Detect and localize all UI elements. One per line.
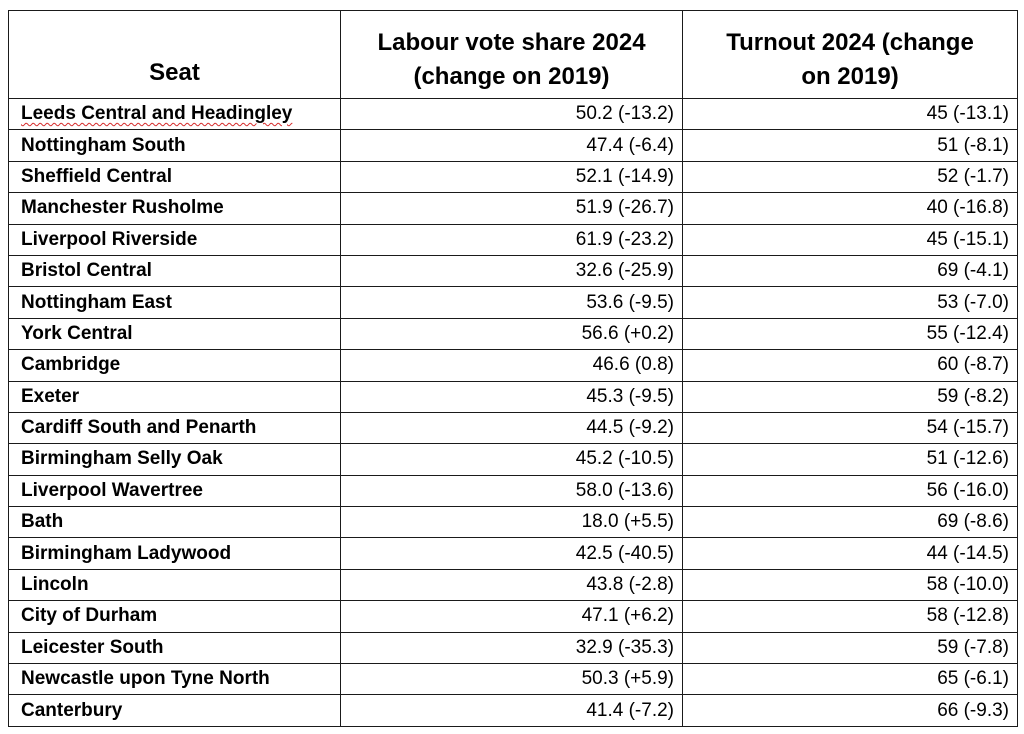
cell-labour-vote-share: 46.6 (0.8) <box>341 350 683 381</box>
cell-turnout: 58 (-10.0) <box>683 569 1018 600</box>
cell-seat <box>9 475 341 506</box>
table-body <box>9 99 1018 727</box>
seat-name: Nottingham East <box>21 291 172 313</box>
cell-seat <box>9 569 341 600</box>
table-row <box>9 255 1018 286</box>
cell-labour-vote-share: 43.8 (-2.8) <box>341 569 683 600</box>
cell-labour-vote-share: 47.1 (+6.2) <box>341 601 683 632</box>
cell-labour-vote-share: 32.9 (-35.3) <box>341 632 683 663</box>
seat-name: Cambridge <box>21 354 121 376</box>
header-turnout-line1: Turnout 2024 (change <box>726 29 974 56</box>
seat-name: Leeds Central and Headingley <box>21 103 293 125</box>
cell-turnout: 40 (-16.8) <box>683 193 1018 224</box>
cell-turnout: 54 (-15.7) <box>683 412 1018 443</box>
cell-seat <box>9 507 341 538</box>
cell-seat <box>9 381 341 412</box>
cell-seat <box>9 695 341 726</box>
header-seat <box>9 11 341 99</box>
table-row <box>9 193 1018 224</box>
cell-turnout: 55 (-12.4) <box>683 318 1018 349</box>
cell-turnout: 69 (-8.6) <box>683 507 1018 538</box>
cell-seat <box>9 318 341 349</box>
table-header <box>9 11 1018 99</box>
table-row <box>9 444 1018 475</box>
table-row <box>9 538 1018 569</box>
cell-seat <box>9 287 341 318</box>
cell-turnout: 51 (-12.6) <box>683 444 1018 475</box>
seat-name: York Central <box>21 322 133 344</box>
cell-seat <box>9 632 341 663</box>
cell-seat <box>9 193 341 224</box>
seat-name: Bath <box>21 511 64 533</box>
cell-labour-vote-share: 51.9 (-26.7) <box>341 193 683 224</box>
cell-turnout: 59 (-7.8) <box>683 632 1018 663</box>
seat-name: Exeter <box>21 385 80 407</box>
cell-seat <box>9 130 341 161</box>
table-row <box>9 350 1018 381</box>
cell-turnout: 59 (-8.2) <box>683 381 1018 412</box>
cell-turnout: 69 (-4.1) <box>683 255 1018 286</box>
cell-turnout: 45 (-13.1) <box>683 99 1018 130</box>
table-row <box>9 412 1018 443</box>
cell-turnout: 52 (-1.7) <box>683 161 1018 192</box>
table-row <box>9 664 1018 695</box>
cell-seat <box>9 412 341 443</box>
table-row <box>9 507 1018 538</box>
cell-labour-vote-share: 56.6 (+0.2) <box>341 318 683 349</box>
table-row <box>9 130 1018 161</box>
seat-name: Sheffield Central <box>21 165 172 187</box>
cell-turnout: 65 (-6.1) <box>683 664 1018 695</box>
seat-name: Newcastle upon Tyne North <box>21 668 270 690</box>
cell-seat <box>9 161 341 192</box>
cell-turnout: 44 (-14.5) <box>683 538 1018 569</box>
results-table <box>8 10 1018 727</box>
cell-labour-vote-share: 44.5 (-9.2) <box>341 412 683 443</box>
table-row <box>9 224 1018 255</box>
cell-labour-vote-share: 53.6 (-9.5) <box>341 287 683 318</box>
cell-seat <box>9 444 341 475</box>
cell-turnout: 45 (-15.1) <box>683 224 1018 255</box>
table-row <box>9 569 1018 600</box>
table-row <box>9 99 1018 130</box>
seat-name: Nottingham South <box>21 134 186 156</box>
cell-labour-vote-share: 58.0 (-13.6) <box>341 475 683 506</box>
cell-seat <box>9 350 341 381</box>
table-row <box>9 318 1018 349</box>
cell-seat <box>9 664 341 695</box>
table-row <box>9 381 1018 412</box>
cell-labour-vote-share: 18.0 (+5.5) <box>341 507 683 538</box>
table-row <box>9 601 1018 632</box>
cell-turnout: 58 (-12.8) <box>683 601 1018 632</box>
seat-name: Birmingham Selly Oak <box>21 448 223 470</box>
seat-name: City of Durham <box>21 605 158 627</box>
table-row <box>9 632 1018 663</box>
cell-labour-vote-share: 32.6 (-25.9) <box>341 255 683 286</box>
cell-labour-vote-share: 61.9 (-23.2) <box>341 224 683 255</box>
header-labour-vote-share <box>341 11 683 99</box>
header-row <box>9 11 1018 99</box>
table-row <box>9 161 1018 192</box>
header-turnout-line2: on 2019) <box>801 63 899 90</box>
header-labour-line1: Labour vote share 2024 <box>377 29 646 56</box>
cell-turnout: 53 (-7.0) <box>683 287 1018 318</box>
cell-labour-vote-share: 45.2 (-10.5) <box>341 444 683 475</box>
header-seat-label: Seat <box>149 59 200 86</box>
seat-name: Liverpool Riverside <box>21 228 198 250</box>
cell-seat <box>9 538 341 569</box>
cell-labour-vote-share: 50.2 (-13.2) <box>341 99 683 130</box>
header-labour-line2: (change on 2019) <box>413 63 610 90</box>
seat-name: Birmingham Ladywood <box>21 542 232 564</box>
seat-name: Leicester South <box>21 636 164 658</box>
seat-name: Canterbury <box>21 699 123 721</box>
seat-name: Lincoln <box>21 574 89 596</box>
header-turnout <box>683 11 1018 99</box>
cell-labour-vote-share: 42.5 (-40.5) <box>341 538 683 569</box>
table-row <box>9 695 1018 726</box>
cell-labour-vote-share: 50.3 (+5.9) <box>341 664 683 695</box>
cell-labour-vote-share: 45.3 (-9.5) <box>341 381 683 412</box>
seat-name: Manchester Rusholme <box>21 197 224 219</box>
table-row <box>9 475 1018 506</box>
cell-turnout: 51 (-8.1) <box>683 130 1018 161</box>
cell-seat <box>9 255 341 286</box>
cell-labour-vote-share: 41.4 (-7.2) <box>341 695 683 726</box>
cell-seat <box>9 601 341 632</box>
cell-labour-vote-share: 47.4 (-6.4) <box>341 130 683 161</box>
seat-name: Bristol Central <box>21 260 152 282</box>
table-row <box>9 287 1018 318</box>
cell-turnout: 56 (-16.0) <box>683 475 1018 506</box>
cell-labour-vote-share: 52.1 (-14.9) <box>341 161 683 192</box>
seat-name: Cardiff South and Penarth <box>21 417 257 439</box>
cell-seat <box>9 99 341 130</box>
cell-turnout: 60 (-8.7) <box>683 350 1018 381</box>
cell-turnout: 66 (-9.3) <box>683 695 1018 726</box>
cell-seat <box>9 224 341 255</box>
seat-name: Liverpool Wavertree <box>21 479 203 501</box>
